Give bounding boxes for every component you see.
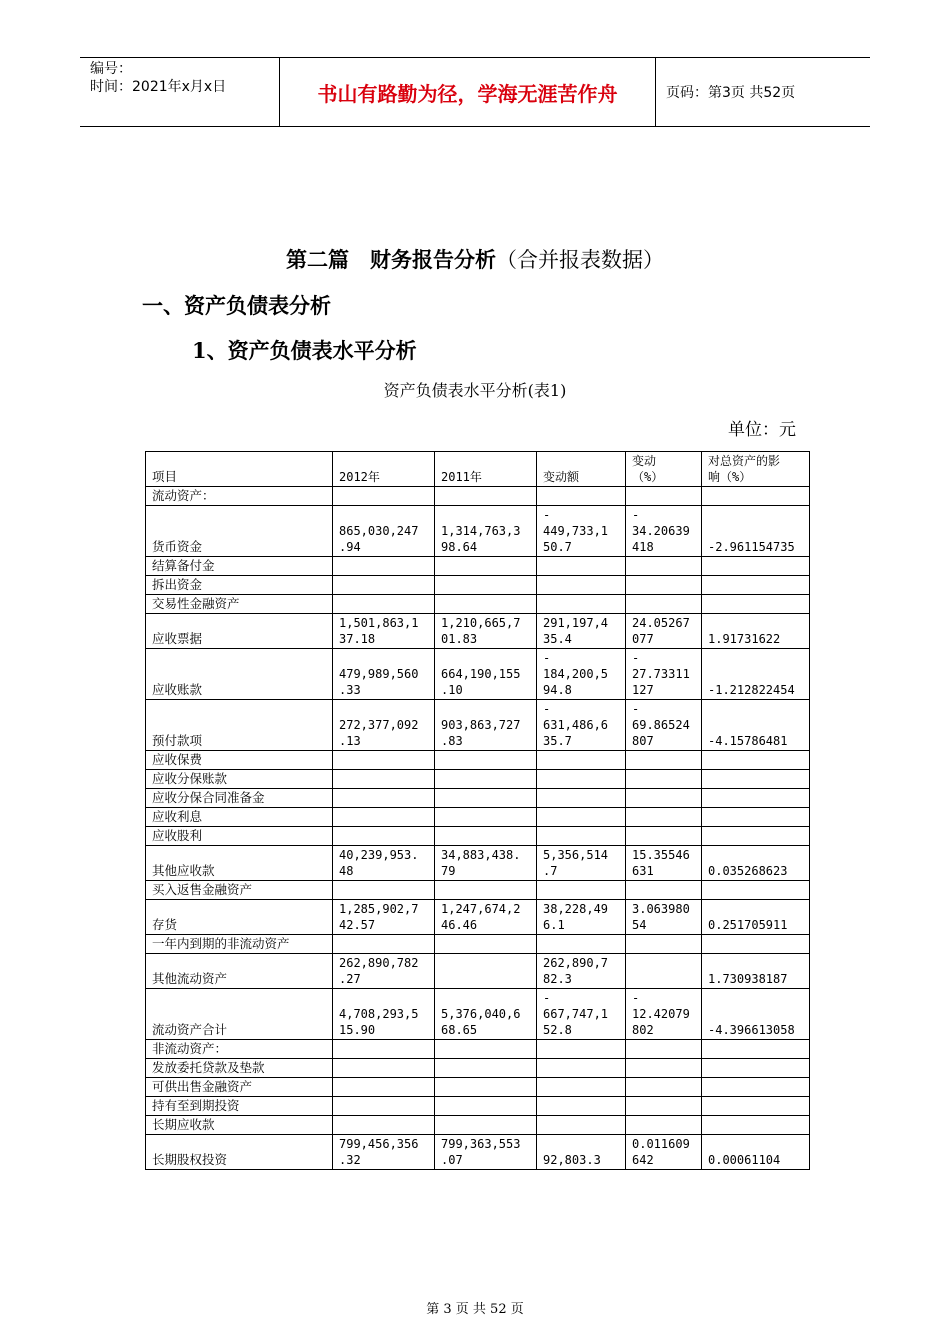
item-cell: 结算备付金 xyxy=(146,557,333,576)
item-cell: 流动资产合计 xyxy=(146,989,333,1040)
year2012-cell xyxy=(333,1059,435,1078)
item-cell: 应收账款 xyxy=(146,649,333,700)
year2012-cell xyxy=(333,576,435,595)
table-row xyxy=(146,1040,810,1059)
year2012-cell: 479,989,560 .33 xyxy=(333,649,435,700)
header-item-cell: 项目 xyxy=(146,452,333,487)
change-pct-cell: - 12.42079 802 xyxy=(626,989,702,1040)
year2011-cell: 903,863,727 .83 xyxy=(435,700,537,751)
table-row xyxy=(146,1059,810,1078)
total-impact-cell xyxy=(702,1059,810,1078)
change-pct-cell xyxy=(626,1040,702,1059)
change-pct-cell xyxy=(626,576,702,595)
page-header xyxy=(80,57,870,127)
header-meta xyxy=(80,58,280,126)
change-amount-cell xyxy=(537,595,626,614)
change-amount-cell xyxy=(537,808,626,827)
change-pct-cell xyxy=(626,595,702,614)
change-amount-cell: 262,890,7 82.3 xyxy=(537,954,626,989)
change-pct-cell: 15.35546 631 xyxy=(626,846,702,881)
unit-label: 单位：元 xyxy=(728,420,796,440)
year2012-cell xyxy=(333,595,435,614)
item-cell: 发放委托贷款及垫款 xyxy=(146,1059,333,1078)
year2011-cell xyxy=(435,770,537,789)
total-impact-cell xyxy=(702,881,810,900)
year2011-cell xyxy=(435,1097,537,1116)
header-year2012-cell: 2012年 xyxy=(333,452,435,487)
year2012-cell xyxy=(333,487,435,506)
change-amount-cell xyxy=(537,827,626,846)
item-cell: 应收利息 xyxy=(146,808,333,827)
change-pct-cell xyxy=(626,881,702,900)
year2012-cell xyxy=(333,557,435,576)
change-amount-cell xyxy=(537,1078,626,1097)
change-pct-cell: - 27.73311 127 xyxy=(626,649,702,700)
header-page-info: 页码：第3页 共52页 xyxy=(666,85,796,101)
subsection-heading: 1、资产负债表水平分析 xyxy=(192,338,417,363)
change-pct-cell xyxy=(626,954,702,989)
year2011-cell: 1,247,674,2 46.46 xyxy=(435,900,537,935)
change-pct-cell xyxy=(626,1116,702,1135)
year2012-cell xyxy=(333,1097,435,1116)
part-title-sub: （合并报表数据） xyxy=(496,248,664,272)
year2012-cell xyxy=(333,770,435,789)
change-amount-cell xyxy=(537,557,626,576)
year2012-cell xyxy=(333,1078,435,1097)
change-pct-cell xyxy=(626,557,702,576)
year2011-cell: 664,190,155 .10 xyxy=(435,649,537,700)
change-pct-cell: 24.05267 077 xyxy=(626,614,702,649)
change-amount-cell: - 667,747,1 52.8 xyxy=(537,989,626,1040)
change-pct-cell xyxy=(626,487,702,506)
year2012-cell xyxy=(333,1040,435,1059)
item-cell: 非流动资产： xyxy=(146,1040,333,1059)
change-amount-cell xyxy=(537,1116,626,1135)
total-impact-cell xyxy=(702,935,810,954)
change-amount-cell xyxy=(537,1040,626,1059)
change-amount-cell: 92,803.3 xyxy=(537,1135,626,1170)
year2012-cell: 272,377,092 .13 xyxy=(333,700,435,751)
total-impact-cell xyxy=(702,595,810,614)
year2011-cell xyxy=(435,1116,537,1135)
table-row xyxy=(146,557,810,576)
change-amount-cell xyxy=(537,1097,626,1116)
year2011-cell xyxy=(435,576,537,595)
change-amount-cell xyxy=(537,576,626,595)
change-pct-cell xyxy=(626,808,702,827)
table-row xyxy=(146,506,810,557)
table-row xyxy=(146,1135,810,1170)
item-cell: 应收分保合同准备金 xyxy=(146,789,333,808)
item-cell: 长期股权投资 xyxy=(146,1135,333,1170)
table-row xyxy=(146,1116,810,1135)
total-impact-cell xyxy=(702,1040,810,1059)
total-impact-cell: 0.00061104 xyxy=(702,1135,810,1170)
total-impact-cell: 1.91731622 xyxy=(702,614,810,649)
change-pct-cell xyxy=(626,935,702,954)
balance-sheet-table xyxy=(145,451,810,1170)
year2011-cell xyxy=(435,789,537,808)
total-impact-cell xyxy=(702,808,810,827)
item-cell: 买入返售金融资产 xyxy=(146,881,333,900)
table-row xyxy=(146,989,810,1040)
total-impact-cell: -4.396613058 xyxy=(702,989,810,1040)
item-cell: 其他流动资产 xyxy=(146,954,333,989)
total-impact-cell: -2.961154735 xyxy=(702,506,810,557)
item-cell: 预付款项 xyxy=(146,700,333,751)
change-amount-cell xyxy=(537,789,626,808)
table-header-row xyxy=(146,452,810,487)
year2011-cell: 5,376,040,6 68.65 xyxy=(435,989,537,1040)
total-impact-cell xyxy=(702,789,810,808)
change-amount-cell xyxy=(537,881,626,900)
change-pct-cell xyxy=(626,1059,702,1078)
year2012-cell xyxy=(333,751,435,770)
total-impact-cell xyxy=(702,827,810,846)
year2011-cell xyxy=(435,1059,537,1078)
table-row xyxy=(146,649,810,700)
table-row xyxy=(146,789,810,808)
total-impact-cell: -1.212822454 xyxy=(702,649,810,700)
year2011-cell xyxy=(435,1040,537,1059)
item-cell: 应收保费 xyxy=(146,751,333,770)
total-impact-cell: 1.730938187 xyxy=(702,954,810,989)
item-cell: 可供出售金融资产 xyxy=(146,1078,333,1097)
total-impact-cell: -4.15786481 xyxy=(702,700,810,751)
year2012-cell: 1,501,863,1 37.18 xyxy=(333,614,435,649)
change-pct-cell xyxy=(626,789,702,808)
change-amount-cell xyxy=(537,751,626,770)
year2011-cell: 1,314,763,3 98.64 xyxy=(435,506,537,557)
table-row xyxy=(146,576,810,595)
change-amount-cell: 291,197,4 35.4 xyxy=(537,614,626,649)
table-row xyxy=(146,827,810,846)
table-row xyxy=(146,487,810,506)
year2011-cell: 1,210,665,7 01.83 xyxy=(435,614,537,649)
total-impact-cell xyxy=(702,1097,810,1116)
year2011-cell xyxy=(435,827,537,846)
change-pct-cell xyxy=(626,1078,702,1097)
year2012-cell xyxy=(333,808,435,827)
year2011-cell xyxy=(435,935,537,954)
change-pct-cell xyxy=(626,770,702,789)
year2012-cell xyxy=(333,827,435,846)
table-row xyxy=(146,900,810,935)
year2011-cell xyxy=(435,557,537,576)
page-footer: 第 3 页 共 52 页 xyxy=(426,1302,524,1317)
table-row xyxy=(146,1097,810,1116)
year2012-cell xyxy=(333,789,435,808)
year2012-cell xyxy=(333,935,435,954)
year2011-cell: 34,883,438. 79 xyxy=(435,846,537,881)
change-pct-cell xyxy=(626,827,702,846)
total-impact-cell xyxy=(702,487,810,506)
header-motto: 书山有路勤为径，学海无涯苦作舟 xyxy=(280,58,656,126)
item-cell: 持有至到期投资 xyxy=(146,1097,333,1116)
header-year2011-cell: 2011年 xyxy=(435,452,537,487)
change-pct-cell xyxy=(626,751,702,770)
total-impact-cell xyxy=(702,1116,810,1135)
year2012-cell: 799,456,356 .32 xyxy=(333,1135,435,1170)
header-change-pct-cell: 变动 （%） xyxy=(626,452,702,487)
table-caption: 资产负债表水平分析(表1) xyxy=(383,381,567,400)
table-row xyxy=(146,751,810,770)
year2011-cell xyxy=(435,881,537,900)
item-cell: 长期应收款 xyxy=(146,1116,333,1135)
total-impact-cell xyxy=(702,1078,810,1097)
part-title-main: 第二篇 财务报告分析 xyxy=(286,247,496,272)
year2012-cell: 4,708,293,5 15.90 xyxy=(333,989,435,1040)
year2011-cell xyxy=(435,751,537,770)
change-amount-cell: 5,356,514 .7 xyxy=(537,846,626,881)
item-cell: 货币资金 xyxy=(146,506,333,557)
year2012-cell: 262,890,782 .27 xyxy=(333,954,435,989)
table-row xyxy=(146,1078,810,1097)
year2012-cell: 40,239,953. 48 xyxy=(333,846,435,881)
change-amount-cell: - 449,733,1 50.7 xyxy=(537,506,626,557)
year2011-cell xyxy=(435,1078,537,1097)
year2011-cell xyxy=(435,595,537,614)
change-amount-cell xyxy=(537,487,626,506)
item-cell: 拆出资金 xyxy=(146,576,333,595)
total-impact-cell: 0.251705911 xyxy=(702,900,810,935)
year2012-cell xyxy=(333,1116,435,1135)
table-row xyxy=(146,881,810,900)
total-impact-cell: 0.035268623 xyxy=(702,846,810,881)
table-row xyxy=(146,595,810,614)
change-amount-cell xyxy=(537,935,626,954)
time-label: 时间：2021年x月x日 xyxy=(90,79,227,95)
year2011-cell xyxy=(435,954,537,989)
item-cell: 交易性金融资产 xyxy=(146,595,333,614)
item-cell: 其他应收款 xyxy=(146,846,333,881)
item-cell: 存货 xyxy=(146,900,333,935)
table-row xyxy=(146,614,810,649)
section-heading: 一、资产负债表分析 xyxy=(142,293,331,318)
change-pct-cell: 3.063980 54 xyxy=(626,900,702,935)
total-impact-cell xyxy=(702,751,810,770)
table-row xyxy=(146,954,810,989)
year2012-cell: 1,285,902,7 42.57 xyxy=(333,900,435,935)
year2011-cell xyxy=(435,808,537,827)
item-cell: 应收票据 xyxy=(146,614,333,649)
table-row xyxy=(146,935,810,954)
item-cell: 应收分保账款 xyxy=(146,770,333,789)
year2011-cell: 799,363,553 .07 xyxy=(435,1135,537,1170)
change-pct-cell: - 69.86524 807 xyxy=(626,700,702,751)
year2012-cell: 865,030,247 .94 xyxy=(333,506,435,557)
change-amount-cell: 38,228,49 6.1 xyxy=(537,900,626,935)
year2011-cell xyxy=(435,487,537,506)
item-cell: 一年内到期的非流动资产 xyxy=(146,935,333,954)
item-cell: 流动资产： xyxy=(146,487,333,506)
item-cell: 应收股利 xyxy=(146,827,333,846)
total-impact-cell xyxy=(702,576,810,595)
header-total-impact-cell: 对总资产的影 响（%） xyxy=(702,452,810,487)
change-pct-cell: 0.011609 642 xyxy=(626,1135,702,1170)
table-row xyxy=(146,808,810,827)
change-pct-cell xyxy=(626,1097,702,1116)
change-amount-cell: - 631,486,6 35.7 xyxy=(537,700,626,751)
code-label: 编号： xyxy=(90,61,132,77)
table-row xyxy=(146,846,810,881)
header-change-amount-cell: 变动额 xyxy=(537,452,626,487)
year2012-cell xyxy=(333,881,435,900)
table-row xyxy=(146,700,810,751)
total-impact-cell xyxy=(702,770,810,789)
change-amount-cell xyxy=(537,770,626,789)
table-row xyxy=(146,770,810,789)
total-impact-cell xyxy=(702,557,810,576)
change-amount-cell: - 184,200,5 94.8 xyxy=(537,649,626,700)
change-amount-cell xyxy=(537,1059,626,1078)
table-body xyxy=(146,452,810,1170)
change-pct-cell: - 34.20639 418 xyxy=(626,506,702,557)
part-title xyxy=(0,244,950,274)
